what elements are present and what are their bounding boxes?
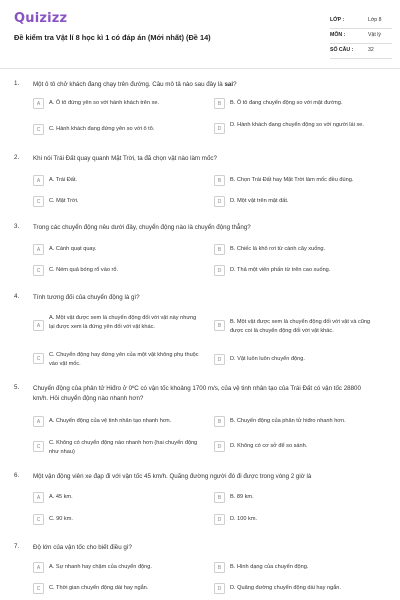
option-letter-box: A xyxy=(33,244,44,255)
option-letter-box: A xyxy=(33,416,44,427)
worksheet-header xyxy=(0,0,400,64)
option-text: A. Trái Đất. xyxy=(49,177,77,183)
meta-value: Vật lý xyxy=(368,32,381,38)
option-letter-box: D xyxy=(214,196,225,207)
option-letter-box: D xyxy=(214,583,225,594)
option-text: B. Một vật được xem là chuyển động đối với vật và cũng được coi là chuyển động đối với vật khác. xyxy=(230,319,371,334)
meta-value: Lớp 8 xyxy=(368,17,382,23)
question-text: Khi nói Trái Đất quay quanh Mặt Trời, ta đã chọn vật nào làm mốc? xyxy=(33,155,217,162)
option-text: B. Chọn Trái Đất hay Mặt Trời làm mốc đều đúng. xyxy=(230,177,354,183)
option-text: C. Hành khách đang đứng yên so với ô tô. xyxy=(49,126,155,132)
meta-value: 32 xyxy=(368,47,374,53)
option-text: D. Vật luôn luôn chuyển động. xyxy=(230,356,305,362)
option-letter-box: B xyxy=(214,175,225,186)
question-number: 5. xyxy=(14,384,20,391)
option-letter-box: D xyxy=(214,441,225,452)
option-letter-box: C xyxy=(33,583,44,594)
question-text-part: Một ô tô chở khách đang chạy trên đường. Câu mô tả nào sau đây là xyxy=(33,81,225,88)
option-letter-box: C xyxy=(33,441,44,452)
option-letter-box: D xyxy=(214,514,225,525)
option-letter-box: A xyxy=(33,320,44,331)
question-text: Một vận động viên xe đạp đi với vận tốc 45 km/h. Quãng đường người đó đi được trong vòng 2 giờ là xyxy=(33,473,312,480)
option-text: D. Hành khách đang chuyển động so với người lái xe. xyxy=(230,122,364,128)
option-letter-box: B xyxy=(214,320,225,331)
question-text: Chuyển động của phân tử Hiđro ở 0ºC có vận tốc khoảng 1700 m/s, của vệ tinh nhân tạo của Trái Đất có vận tốc 28800 km/h. Hỏi chuyển động nào nhanh hơn? xyxy=(33,385,361,402)
question-text-emphasis: sai xyxy=(224,81,234,88)
question-text xyxy=(33,80,373,90)
option-letter-box: B xyxy=(214,562,225,573)
option-text: D. Quãng đường chuyển động dài hay ngắn. xyxy=(230,585,341,591)
option-letter-box: C xyxy=(33,196,44,207)
option-text: D. 100 km. xyxy=(230,516,258,522)
option-text: C. Ném quả bóng rổ vào rổ. xyxy=(49,267,119,273)
option-text: B. Hình dạng của chuyển động. xyxy=(230,564,309,570)
option-text: B. 89 km. xyxy=(230,494,254,500)
question-text-part: ? xyxy=(233,81,237,88)
question-number: 6. xyxy=(14,472,20,479)
option-letter-box: B xyxy=(214,98,225,109)
option-text: B. Chiếc lá khô rơi từ cành cây xuống. xyxy=(230,246,326,252)
question-number: 7. xyxy=(14,543,20,550)
option-text: D. Một vật trên mặt đất. xyxy=(230,198,289,204)
option-letter-box: D xyxy=(214,265,225,276)
option-text: C. Chuyển động hay đứng yên của một vật không phụ thuộc vào vật mốc. xyxy=(49,352,199,367)
option-text: D. Thả một viên phấn từ trên cao xuống. xyxy=(230,267,331,273)
question-text: Trong các chuyển động nêu dưới đây, chuyển động nào là chuyển động thẳng? xyxy=(33,224,251,231)
option-letter-box: A xyxy=(33,175,44,186)
option-letter-box: C xyxy=(33,265,44,276)
option-text: A. Sự nhanh hay chậm của chuyển động. xyxy=(49,564,152,570)
meta-row-question-count xyxy=(330,44,392,59)
question-text: Độ lớn của vận tốc cho biết điều gì? xyxy=(33,544,132,551)
option-text: D. Không có cơ sở để so sánh. xyxy=(230,443,308,449)
option-letter-box: B xyxy=(214,244,225,255)
header-divider xyxy=(0,68,400,69)
question-number: 4. xyxy=(14,293,20,300)
option-text: A. Ô tô đứng yên so với hành khách trên xe. xyxy=(49,100,160,106)
option-letter-box: A xyxy=(33,98,44,109)
option-letter-box: C xyxy=(33,124,44,135)
option-text: B. Chuyển động của phân tử hiđro nhanh hơn. xyxy=(230,418,346,424)
option-letter-box: B xyxy=(214,416,225,427)
question-text: Tính tương đối của chuyển động là gì? xyxy=(33,294,140,301)
option-text: B. Ô tô đang chuyển động so với mặt đường. xyxy=(230,100,343,106)
option-text: C. Mặt Trời. xyxy=(49,198,79,204)
option-text: C. 90 km. xyxy=(49,516,73,522)
option-text: A. 45 km. xyxy=(49,494,73,500)
option-letter-box: A xyxy=(33,492,44,503)
question-number: 2. xyxy=(14,154,20,161)
meta-label: MÔN : xyxy=(330,32,346,38)
question-number: 3. xyxy=(14,223,20,230)
meta-label: LỚP : xyxy=(330,17,345,23)
option-text: A. Một vật được xem là chuyển động đối với vật này nhưng lại được xem là đứng yên đối với vật khác. xyxy=(49,315,197,330)
meta-row-subject xyxy=(330,29,392,44)
option-text: A. Chuyển động của vệ tinh nhân tạo nhanh hơn. xyxy=(49,418,172,424)
meta-label: SỐ CÂU : xyxy=(330,47,354,53)
option-text: A. Cánh quạt quay. xyxy=(49,246,97,252)
option-letter-box: C xyxy=(33,514,44,525)
meta-row-grade xyxy=(330,14,392,29)
question-number: 1. xyxy=(14,80,20,87)
quizizz-logo: Quizizz xyxy=(14,11,68,26)
option-letter-box: A xyxy=(33,562,44,573)
option-letter-box: D xyxy=(214,354,225,365)
page-title: Đề kiểm tra Vật lí 8 học kì 1 có đáp án (Mới nhất) (Đề 14) xyxy=(14,33,211,42)
option-letter-box: B xyxy=(214,492,225,503)
option-text: C. Không có chuyển động nào nhanh hơn (hai chuyển động như nhau) xyxy=(49,440,198,455)
worksheet-meta xyxy=(330,14,392,59)
option-text: C. Thời gian chuyển động dài hay ngắn. xyxy=(49,585,149,591)
option-letter-box: D xyxy=(214,123,225,134)
option-letter-box: C xyxy=(33,353,44,364)
